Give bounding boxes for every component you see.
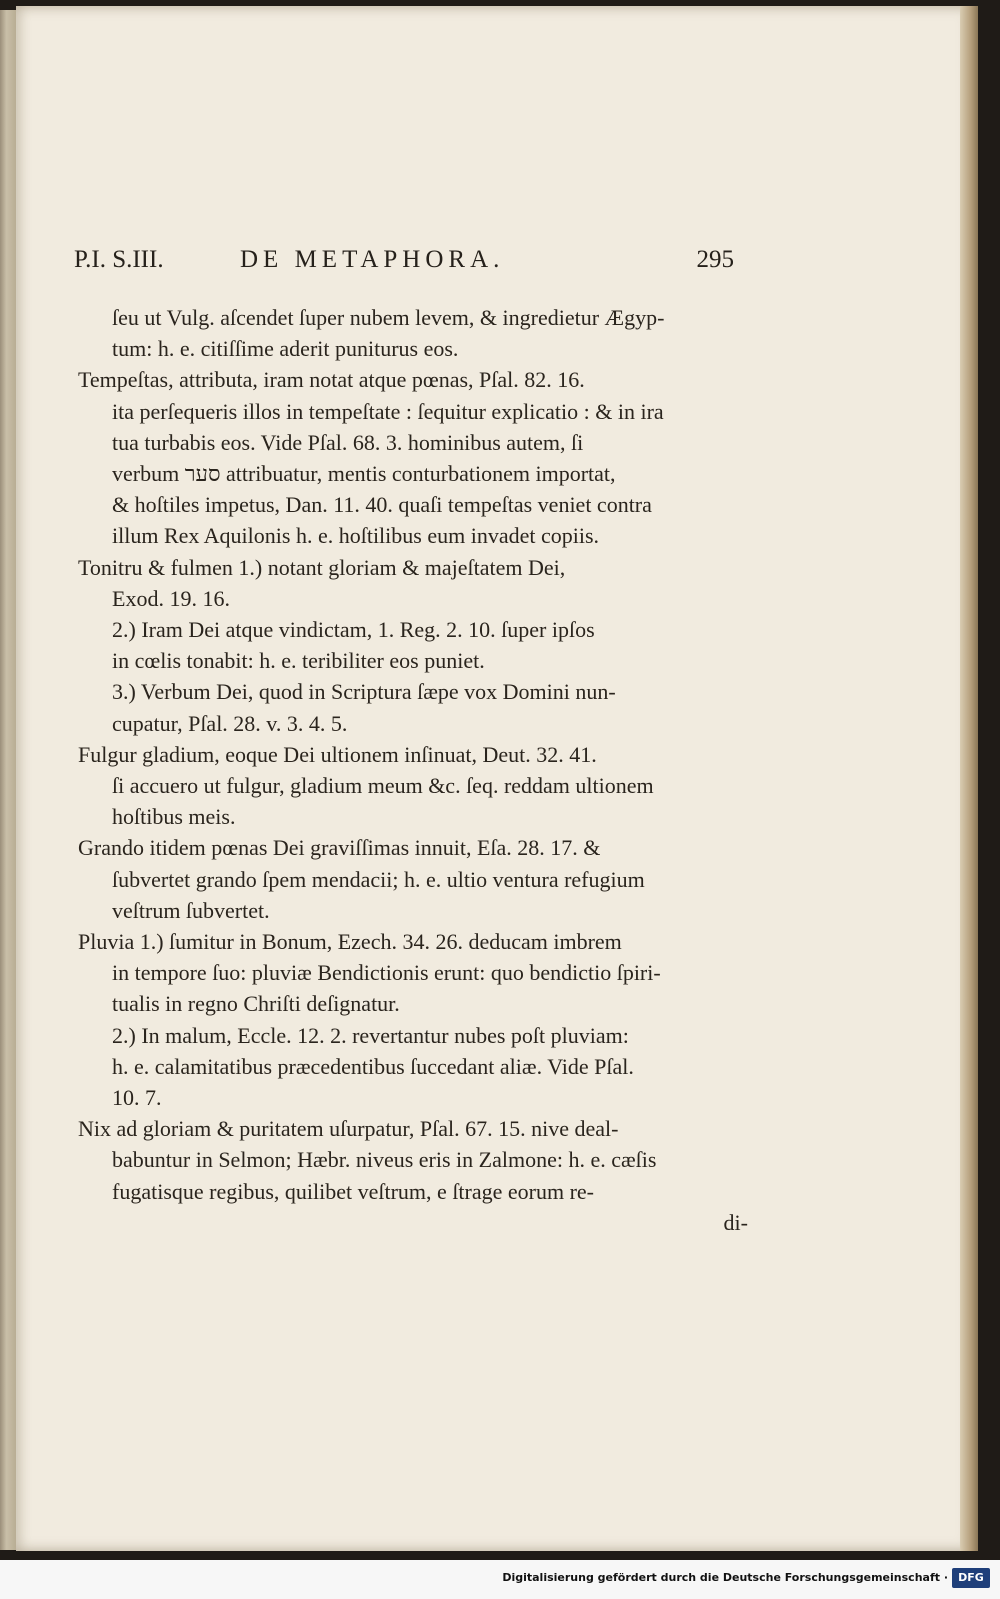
text-line: 10. 7.	[112, 1085, 162, 1111]
text-line: in cœlis tonabit: h. e. teribiliter eos puniet.	[112, 648, 485, 674]
text-line: tua turbabis eos. Vide Pſal. 68. 3. hominibus autem, ſi	[112, 429, 584, 455]
text-line: hoſtibus meis.	[112, 804, 236, 830]
text-line: illum Rex Aquilonis h. e. hoſtilibus eum invadet copiis.	[112, 523, 600, 549]
text-line: tum: h. e. citiſſime aderit puniturus eos.	[112, 336, 459, 362]
entry-pluvia: Pluvia 1.) ſumitur in Bonum, Ezech. 34. 26. deducam imbrem	[78, 929, 622, 955]
digitization-footer	[0, 1560, 1000, 1599]
running-header	[74, 246, 734, 282]
text-line: Exod. 19. 16.	[112, 585, 230, 611]
sub-entry: 2.) In malum, Eccle. 12. 2. revertantur nubes poſt pluviam:	[112, 1022, 629, 1048]
entry-tonitru: Tonitru & fulmen 1.) notant gloriam & majeſtatem Dei,	[78, 554, 566, 580]
text-line: ſi accuero ut fulgur, gladium meum &c. ſeq. reddam ultionem	[112, 773, 654, 799]
text-line: fugatisque regibus, quilibet veſtrum, e ſtrage eorum re-	[112, 1178, 595, 1204]
page-stack-edge	[960, 6, 978, 1551]
entry-nix: Nix ad gloriam & puritatem uſurpatur, Pſal. 67. 15. nive deal-	[78, 1116, 619, 1142]
catchword: di-	[723, 1209, 748, 1235]
text-line: & hoſtiles impetus, Dan. 11. 40. quaſi tempeſtas veniet contra	[112, 492, 652, 518]
text-line: ſubvertet grando ſpem mendacii; h. e. ultio ventura refugium	[112, 866, 645, 892]
text-line: ſeu ut Vulg. aſcendet ſuper nubem levem, & ingredietur Ægyp-	[112, 305, 665, 330]
funding-credit: Digitalisierung gefördert durch die Deutsche Forschungsgemeinschaft ·	[502, 1571, 948, 1584]
text-line: cupatur, Pſal. 28. v. 3. 4. 5.	[112, 710, 348, 736]
text-line: veſtrum ſubvertet.	[112, 897, 270, 923]
header-title: DE METAPHORA.	[240, 246, 505, 273]
text-line: tualis in regno Chriſti deſignatur.	[112, 991, 400, 1017]
sub-entry: 3.) Verbum Dei, quod in Scriptura ſæpe vox Domini nun-	[112, 679, 616, 705]
sub-entry: 2.) Iram Dei atque vindictam, 1. Reg. 2. 10. ſuper ipſos	[112, 617, 595, 643]
dfg-logo-icon: DFG	[952, 1568, 990, 1588]
page-number: 295	[696, 246, 734, 273]
text-line: in tempore ſuo: pluviæ Bendictionis erunt: quo bendictio ſpiri-	[112, 960, 661, 986]
header-section-ref: P.I. S.III.	[74, 246, 164, 273]
text-line: verbum סער attribuatur, mentis conturbationem importat,	[112, 461, 616, 487]
entry-tempestas: Tempeſtas, attributa, iram notat atque pœnas, Pſal. 82. 16.	[78, 367, 585, 393]
previous-page-edge	[0, 10, 16, 1550]
entry-grando: Grando itidem pœnas Dei graviſſimas innuit, Eſa. 28. 17. &	[78, 835, 601, 861]
text-line: ita perſequeris illos in tempeſtate : ſequitur explicatio : & in ira	[112, 398, 664, 424]
book-page	[16, 6, 978, 1551]
entry-fulgur: Fulgur gladium, eoque Dei ultionem inſinuat, Deut. 32. 41.	[78, 741, 597, 767]
text-line: babuntur in Selmon; Hæbr. niveus eris in Zalmone: h. e. cæſis	[112, 1147, 657, 1173]
text-line: h. e. calamitatibus præcedentibus ſuccedant aliæ. Vide Pſal.	[112, 1053, 634, 1079]
page-body	[78, 302, 748, 1238]
